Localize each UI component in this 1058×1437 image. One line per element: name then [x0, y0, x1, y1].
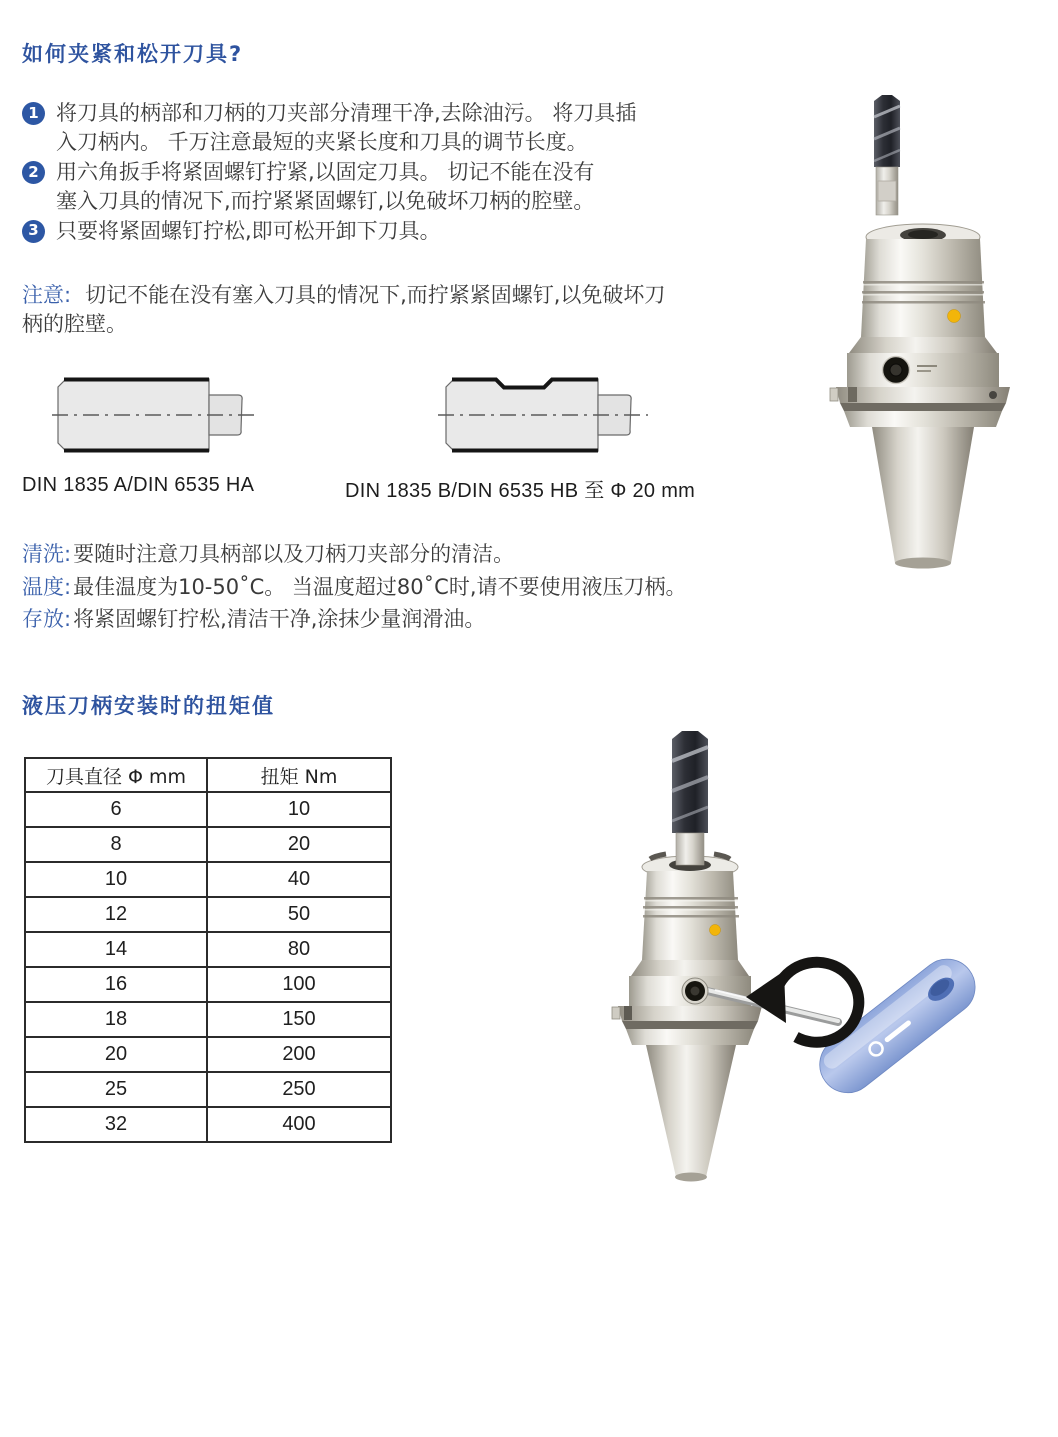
table-row — [25, 932, 391, 967]
cell-torque: 400 — [207, 1107, 391, 1142]
cell-diameter: 18 — [25, 1002, 207, 1037]
torque-table — [24, 757, 392, 1143]
step-line: 入刀柄内。 千万注意最短的夹紧长度和刀具的调节长度。 — [56, 130, 588, 155]
toolholder-photo — [790, 85, 1058, 629]
care-text: 要随时注意刀具柄部以及刀柄刀夹部分的清洁。 — [73, 542, 515, 566]
column-header-torque: 扭矩 Nm — [207, 758, 391, 792]
caution-label: 注意: — [22, 283, 72, 307]
table-row — [25, 792, 391, 827]
balance-dot — [948, 310, 961, 323]
cell-diameter: 12 — [25, 897, 207, 932]
table-row — [25, 827, 391, 862]
step-item-3 — [22, 217, 772, 246]
table-row — [25, 1107, 391, 1142]
cell-diameter: 10 — [25, 862, 207, 897]
care-instructions — [22, 538, 687, 636]
cell-torque: 80 — [207, 932, 391, 967]
care-line-cleaning — [22, 538, 687, 571]
care-text: 最佳温度为10-50˚C。 当温度超过80˚C时,请不要使用液压刀柄。 — [73, 574, 687, 599]
step-number-badge: 3 — [22, 220, 45, 243]
cell-diameter: 6 — [25, 792, 207, 827]
cell-diameter: 20 — [25, 1037, 207, 1072]
end-mill — [874, 95, 900, 215]
table-row — [25, 897, 391, 932]
care-text: 将紧固螺钉拧松,清洁干净,涂抹少量润滑油。 — [73, 607, 486, 632]
cell-diameter: 25 — [25, 1072, 207, 1107]
shank-diagram-din1835a — [52, 372, 257, 462]
step-number-badge: 1 — [22, 102, 45, 125]
hydraulic-chuck — [830, 224, 1010, 569]
cell-torque: 10 — [207, 792, 391, 827]
caution-paragraph — [22, 281, 802, 340]
caution-line — [22, 281, 802, 310]
cell-torque: 250 — [207, 1072, 391, 1107]
step-text — [56, 217, 441, 246]
cell-torque: 200 — [207, 1037, 391, 1072]
care-line-temperature — [22, 571, 687, 604]
clamping-steps — [22, 99, 772, 246]
step-line: 只要将紧固螺钉拧松,即可松开卸下刀具。 — [56, 218, 441, 243]
step-item-2 — [22, 158, 772, 217]
caution-text: 柄的腔壁。 — [22, 312, 127, 337]
section-clamping-heading: 如何夹紧和松开刀具? — [22, 42, 244, 66]
table-header-row — [25, 758, 391, 792]
diagram-label-b: DIN 1835 B/DIN 6535 HB 至 Φ 20 mm — [345, 480, 696, 502]
cell-torque: 20 — [207, 827, 391, 862]
cell-diameter: 32 — [25, 1107, 207, 1142]
cell-torque: 150 — [207, 1002, 391, 1037]
rotation-arrow-icon — [746, 962, 859, 1042]
hydraulic-chuck — [612, 854, 762, 1182]
step-text — [56, 99, 636, 158]
table-row — [25, 1037, 391, 1072]
caution-text: 切记不能在没有塞入刀具的情况下,而拧紧紧固螺钉,以免破坏刀 — [85, 283, 666, 307]
balance-dot — [710, 925, 721, 936]
table-row — [25, 862, 391, 897]
cell-diameter: 14 — [25, 932, 207, 967]
toolholder-wrench-photo — [600, 725, 1040, 1199]
step-item-1 — [22, 99, 772, 158]
column-header-diameter: 刀具直径 Φ mm — [25, 758, 207, 792]
table-row — [25, 967, 391, 1002]
cell-diameter: 8 — [25, 827, 207, 862]
section-torque-heading: 液压刀柄安装时的扭矩值 — [22, 694, 275, 718]
cell-torque: 40 — [207, 862, 391, 897]
table-row — [25, 1072, 391, 1107]
end-mill — [672, 731, 708, 865]
cell-diameter: 16 — [25, 967, 207, 1002]
care-label: 存放: — [22, 607, 72, 632]
cell-torque: 50 — [207, 897, 391, 932]
step-line: 将刀具的柄部和刀柄的刀夹部分清理干净,去除油污。 将刀具插 — [56, 101, 637, 125]
diagram-label-a: DIN 1835 A/DIN 6535 HA — [22, 474, 255, 496]
care-label: 温度: — [22, 574, 72, 599]
table-row — [25, 1002, 391, 1037]
step-line: 用六角扳手将紧固螺钉拧紧,以固定刀具。 切记不能在没有 — [56, 159, 595, 184]
care-line-storage — [22, 603, 687, 636]
care-label: 清洗: — [22, 542, 72, 566]
cell-torque: 100 — [207, 967, 391, 1002]
step-text — [56, 158, 594, 217]
step-number-badge: 2 — [22, 161, 45, 184]
step-line: 塞入刀具的情况下,而拧紧紧固螺钉,以免破坏刀柄的腔壁。 — [56, 189, 595, 214]
shank-diagram-din1835b — [438, 372, 648, 462]
